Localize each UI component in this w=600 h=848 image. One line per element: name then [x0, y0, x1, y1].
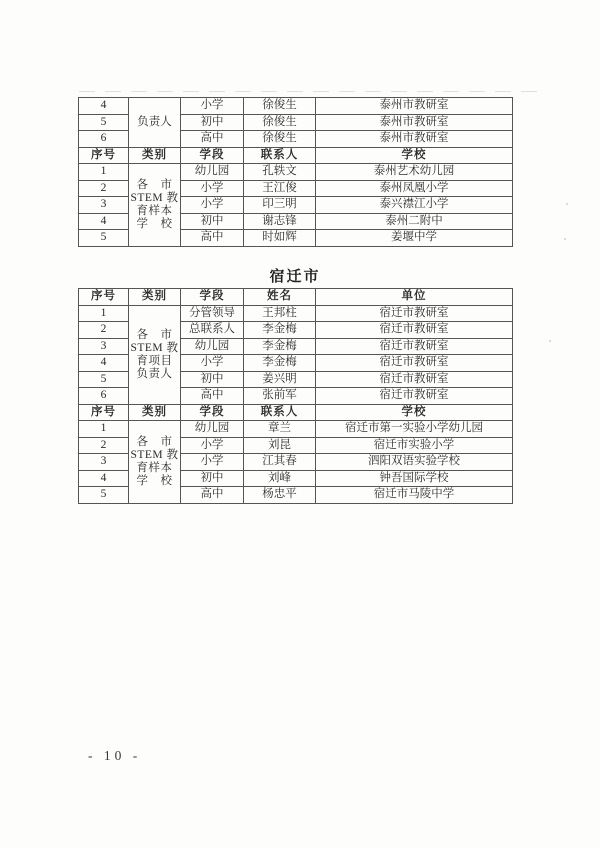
stage-cell: 高中	[181, 230, 244, 247]
stage-cell: 小学	[181, 454, 244, 471]
org-cell: 泰州市教研室	[316, 98, 513, 115]
name-cell: 徐俊生	[244, 98, 316, 115]
org-cell: 泰兴襟江小学	[316, 197, 513, 214]
stage-cell: 幼儿园	[181, 164, 244, 181]
category-cell	[129, 421, 181, 504]
category-line: 各 市	[136, 435, 173, 448]
stage-cell: 小学	[181, 197, 244, 214]
name-cell: 孔轶文	[244, 164, 316, 181]
column-header-stage: 学段	[181, 289, 244, 306]
category-cell	[129, 164, 181, 247]
name-cell: 印三明	[244, 197, 316, 214]
org-cell: 泰州二附中	[316, 213, 513, 230]
serial-cell: 4	[79, 98, 129, 115]
serial-cell: 2	[79, 437, 129, 454]
org-cell: 泰州凤凰小学	[316, 180, 513, 197]
column-header-contact: 联系人	[244, 404, 316, 421]
category-cell	[129, 305, 181, 404]
name-cell: 王江俊	[244, 180, 316, 197]
stage-cell: 小学	[181, 180, 244, 197]
stage-cell: 幼儿园	[181, 338, 244, 355]
stage-cell: 初中	[181, 470, 244, 487]
name-cell: 杨忠平	[244, 487, 316, 504]
page-number: - 10 -	[88, 748, 142, 763]
table-header-row	[79, 147, 513, 164]
stage-cell: 初中	[181, 114, 244, 131]
serial-cell: 4	[79, 355, 129, 372]
table-header-row	[79, 289, 513, 306]
org-cell: 泰州市教研室	[316, 114, 513, 131]
stage-cell: 小学	[181, 98, 244, 115]
serial-cell: 5	[79, 371, 129, 388]
org-cell: 钟吾国际学校	[316, 470, 513, 487]
org-cell: 宿迁市教研室	[316, 355, 513, 372]
table-suqian	[78, 288, 513, 504]
name-cell: 江其春	[244, 454, 316, 471]
name-cell: 徐俊生	[244, 114, 316, 131]
category-line: 学 校	[136, 217, 173, 230]
name-cell: 李金梅	[244, 355, 316, 372]
serial-cell: 6	[79, 388, 129, 405]
serial-cell: 1	[79, 164, 129, 181]
column-header-contact: 联系人	[244, 147, 316, 164]
org-cell: 宿迁市教研室	[316, 371, 513, 388]
table-row	[79, 305, 513, 322]
category-line: 学 校	[136, 474, 173, 487]
org-cell: 宿迁市教研室	[316, 388, 513, 405]
category-line: STEM 教	[130, 448, 179, 461]
column-header-name: 姓名	[244, 289, 316, 306]
column-header-stage: 学段	[181, 404, 244, 421]
stage-cell: 分管领导	[181, 305, 244, 322]
section-title-suqian: 宿迁市	[269, 268, 321, 285]
serial-cell: 1	[79, 421, 129, 438]
category-line: 育项目	[136, 354, 173, 367]
org-cell: 宿迁市第一实验小学幼儿园	[316, 421, 513, 438]
category-line: 各 市	[136, 178, 173, 191]
serial-cell: 4	[79, 470, 129, 487]
column-header-school: 学校	[316, 147, 513, 164]
serial-cell: 5	[79, 487, 129, 504]
column-header-stage: 学段	[181, 147, 244, 164]
serial-cell: 3	[79, 197, 129, 214]
stage-cell: 初中	[181, 371, 244, 388]
name-cell: 李金梅	[244, 322, 316, 339]
stage-cell: 高中	[181, 388, 244, 405]
name-cell: 姜兴明	[244, 371, 316, 388]
name-cell: 谢志锋	[244, 213, 316, 230]
name-cell: 刘昆	[244, 437, 316, 454]
org-cell: 泰州市教研室	[316, 131, 513, 148]
org-cell: 泗阳双语实验学校	[316, 454, 513, 471]
serial-cell: 4	[79, 213, 129, 230]
stage-cell: 总联系人	[181, 322, 244, 339]
stage-cell: 初中	[181, 213, 244, 230]
table-row	[79, 164, 513, 181]
scan-artifact-speck	[549, 340, 551, 342]
table-row	[79, 421, 513, 438]
category-cell: 负责人	[129, 98, 181, 148]
scan-artifact-speck	[566, 203, 568, 205]
org-cell: 宿迁市教研室	[316, 305, 513, 322]
name-cell: 王邦柱	[244, 305, 316, 322]
serial-cell: 2	[79, 322, 129, 339]
name-cell: 李金梅	[244, 338, 316, 355]
table-header-row	[79, 404, 513, 421]
stage-cell: 小学	[181, 355, 244, 372]
table-row	[79, 98, 513, 115]
column-header-serial: 序号	[79, 147, 129, 164]
column-header-serial: 序号	[79, 404, 129, 421]
serial-cell: 5	[79, 230, 129, 247]
serial-cell: 5	[79, 114, 129, 131]
org-cell: 宿迁市马陵中学	[316, 487, 513, 504]
stage-cell: 高中	[181, 487, 244, 504]
org-cell: 姜堰中学	[316, 230, 513, 247]
category-line: 育样本	[136, 461, 173, 474]
scan-artifact-speck	[564, 238, 566, 240]
category-line: STEM 教	[130, 191, 179, 204]
column-header-category: 类别	[129, 289, 181, 306]
serial-cell: 3	[79, 454, 129, 471]
org-cell: 宿迁市教研室	[316, 338, 513, 355]
org-cell: 泰州艺术幼儿园	[316, 164, 513, 181]
column-header-category: 类别	[129, 404, 181, 421]
table-taizhou	[78, 97, 513, 247]
category-line: STEM 教	[130, 341, 179, 354]
name-cell: 时如辉	[244, 230, 316, 247]
column-header-category: 类别	[129, 147, 181, 164]
serial-cell: 3	[79, 338, 129, 355]
name-cell: 徐俊生	[244, 131, 316, 148]
org-cell: 宿迁市教研室	[316, 322, 513, 339]
scan-artifact-streak	[79, 91, 539, 92]
serial-cell: 6	[79, 131, 129, 148]
category-line: 各 市	[136, 328, 173, 341]
column-header-school: 学校	[316, 404, 513, 421]
name-cell: 刘峰	[244, 470, 316, 487]
name-cell: 章兰	[244, 421, 316, 438]
column-header-serial: 序号	[79, 289, 129, 306]
category-line: 育样本	[136, 204, 173, 217]
column-header-org: 单位	[316, 289, 513, 306]
category-line: 负责人	[136, 367, 173, 380]
name-cell: 张前军	[244, 388, 316, 405]
serial-cell: 2	[79, 180, 129, 197]
org-cell: 宿迁市实验小学	[316, 437, 513, 454]
serial-cell: 1	[79, 305, 129, 322]
stage-cell: 小学	[181, 437, 244, 454]
stage-cell: 幼儿园	[181, 421, 244, 438]
stage-cell: 高中	[181, 131, 244, 148]
